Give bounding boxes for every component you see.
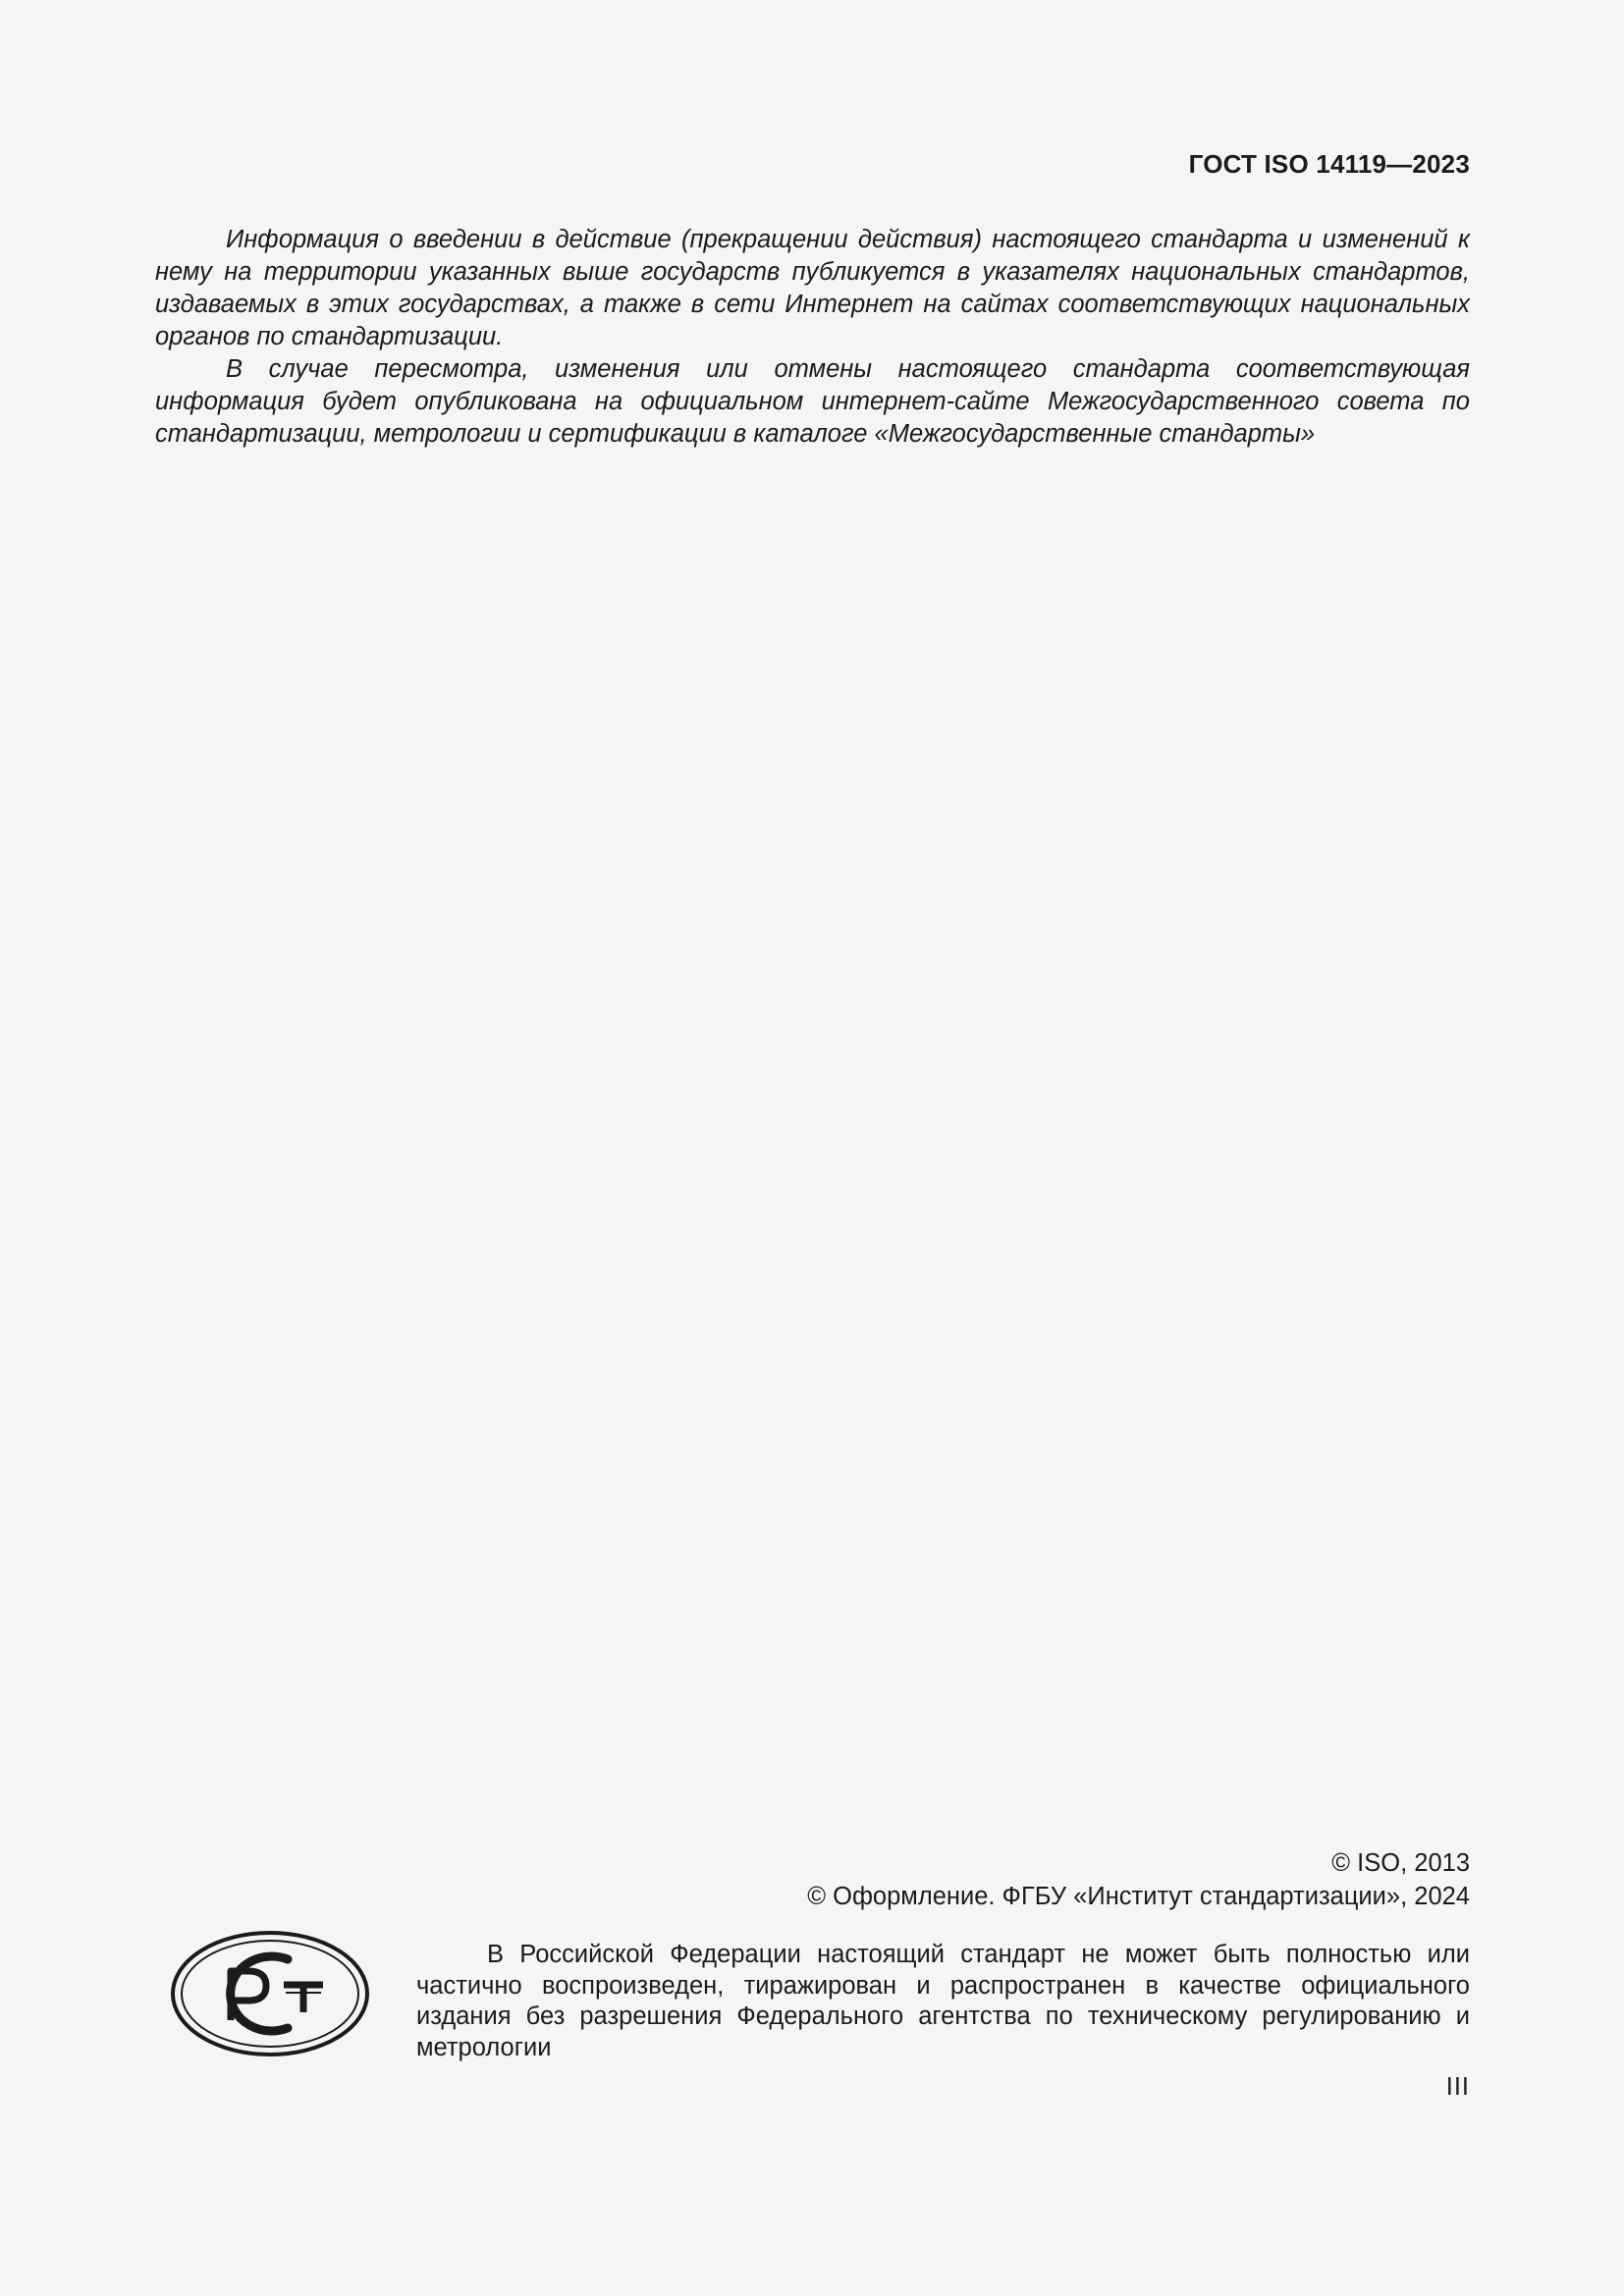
paragraph-revision-info: В случае пересмотра, изменения или отмены настоящего стандарта соответствующая информация будет опубликована на официальном интернет-сайте Межгосударственного совета по стандартизации, метрологии и сертификации в каталоге «Межгосударственные стандарты» [155, 355, 1470, 448]
document-header-id: ГОСТ ISO 14119—2023 [1188, 149, 1470, 179]
rst-certification-mark-icon [170, 1930, 370, 2057]
body-text [155, 224, 1470, 451]
copyright-block [807, 1846, 1470, 1913]
reproduction-notice [416, 1940, 1470, 2063]
copyright-design: © Оформление. ФГБУ «Институт стандартизации», 2024 [807, 1883, 1470, 1910]
page-number: III [1445, 2073, 1470, 2101]
paragraph-info-introduction: Информация о введении в действие (прекращении действия) настоящего стандарта и изменений к нему на территории указанных выше государств публикуется в указателях национальных стандартов, издаваемых в этих государствах, а также в сети Интернет на сайтах соответствующих национальных органов по стандартизации. [155, 226, 1470, 350]
reproduction-notice-text: В Российской Федерации настоящий стандарт не может быть полностью или частично воспроизведен, тиражирован и распространен в качестве официального издания без разрешения Федерального агентства по техническому регулированию и метрологии [416, 1941, 1470, 2061]
copyright-iso: © ISO, 2013 [1331, 1849, 1470, 1877]
